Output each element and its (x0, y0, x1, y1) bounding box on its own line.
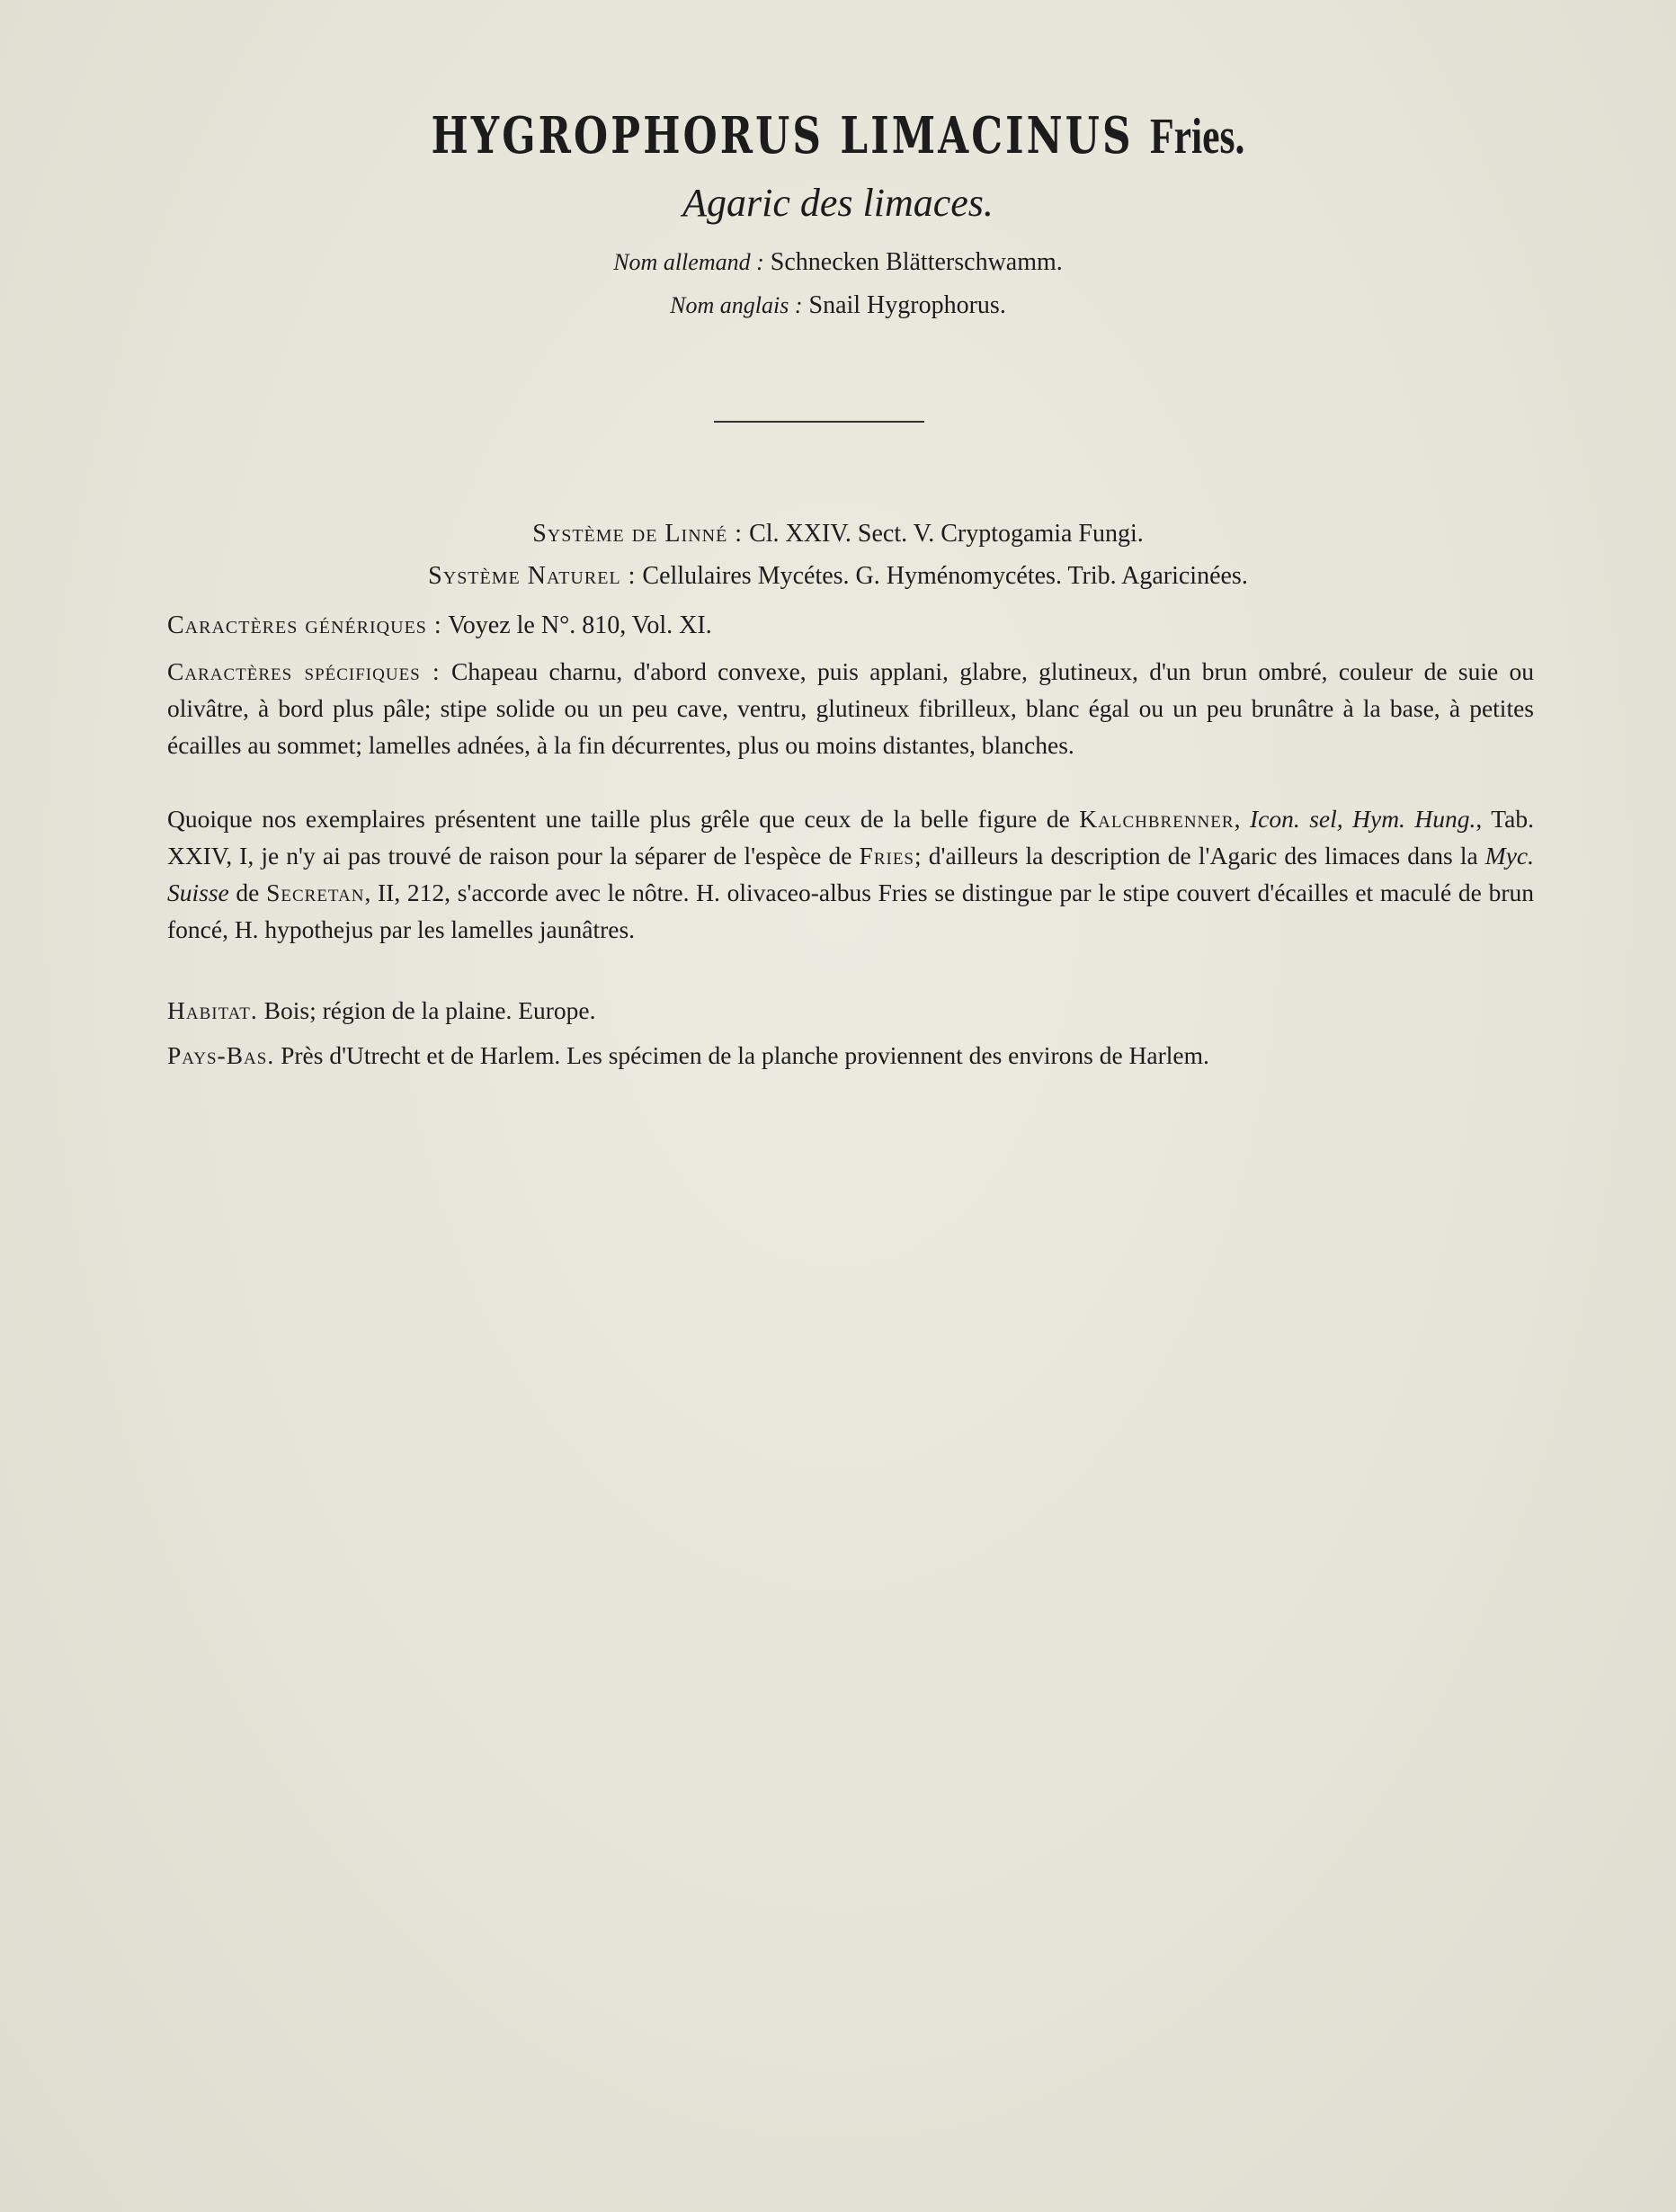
title-author: Fries. (1149, 109, 1245, 165)
remarks-myc-ref: Myc. Suisse (167, 842, 1534, 906)
title-species: HYGROPHORUS LIMACINUS (431, 106, 1134, 165)
remarks-text-3: , Tab. XXIV, I, je n'y ai pas trouvé de raison pour la séparer de l'espèce de (167, 805, 1535, 870)
remarks-secretan: Secretan (266, 879, 365, 906)
remarks-paragraph (167, 800, 1534, 948)
caracteres-generiques-line (167, 611, 712, 640)
german-name-line (0, 248, 1676, 277)
systeme-naturel-value: Cellulaires Mycétes. G. Hyménomycétes. Trib. Agaricinées. (642, 562, 1248, 590)
remarks-text-6: , II, 212, s'accorde avec le nôtre. H. olivaceo-albus Fries se distingue par le stipe couvert d'écailles et maculé de brun foncé, H. hypothejus par les lamelles jaunâtres. (167, 879, 1534, 943)
systeme-naturel-label: Système Naturel : (428, 562, 637, 590)
german-name-value: Schnecken Blätterschwamm. (770, 248, 1063, 276)
remarks-text-1: Quoique nos exemplaires présentent une taille plus grêle que ceux de la belle figure de (167, 805, 1080, 833)
english-name-line (0, 291, 1676, 320)
subtitle: Agaric des limaces. (682, 181, 994, 225)
systeme-linne-label: Système de Linné : (532, 520, 744, 548)
page-title (184, 106, 1492, 165)
habitat-paragraph (167, 992, 1534, 1029)
caracteres-specifiques-paragraph (167, 653, 1534, 763)
remarks-icon-ref: Icon. sel, Hym. Hung. (1249, 805, 1476, 833)
english-name-value: Snail Hygrophorus. (808, 291, 1006, 319)
caracteres-specifiques-text: Chapeau charnu, d'abord convexe, puis applani, glabre, glutineux, d'un brun ombré, couleur de suie ou olivâtre, à bord plus pâle; stipe solide ou un peu cave, ventru, glutineux fibrilleux, blanc égal ou un peu brunâtre à la base, à petites écailles au sommet; lamelles adnées, à la fin décurrentes, plus ou moins distantes, blanches. (167, 657, 1535, 759)
remarks-text-2: , (1234, 805, 1250, 833)
divider (714, 421, 924, 423)
remarks-text-5: de (228, 879, 267, 906)
caracteres-generiques-value: Voyez le N°. 810, Vol. XI. (448, 611, 712, 639)
habitat-label: Habitat. (167, 996, 258, 1024)
caracteres-specifiques-label: Caractères spécifiques : (167, 657, 441, 685)
systeme-linne-value: Cl. XXIV. Sect. V. Cryptogamia Fungi. (749, 520, 1144, 548)
remarks-kalchbrenner: Kalchbrenner (1079, 805, 1235, 833)
paysbas-label: Pays-Bas. (167, 1041, 275, 1069)
systeme-linne-line (0, 520, 1676, 549)
paysbas-text: Près d'Utrecht et de Harlem. Les spécimen de la planche proviennent des environs de Harlem. (281, 1041, 1209, 1069)
remarks-text-4: ; d'ailleurs la description de l'Agaric des limaces dans la (914, 842, 1485, 870)
english-name-label: Nom anglais : (670, 292, 803, 318)
systeme-naturel-line (0, 562, 1676, 591)
caracteres-generiques-label: Caractères génériques : (167, 611, 442, 639)
habitat-text: Bois; région de la plaine. Europe. (263, 996, 596, 1024)
paysbas-paragraph (167, 1037, 1534, 1074)
remarks-fries: Fries (859, 842, 914, 870)
german-name-label: Nom allemand : (613, 249, 764, 275)
